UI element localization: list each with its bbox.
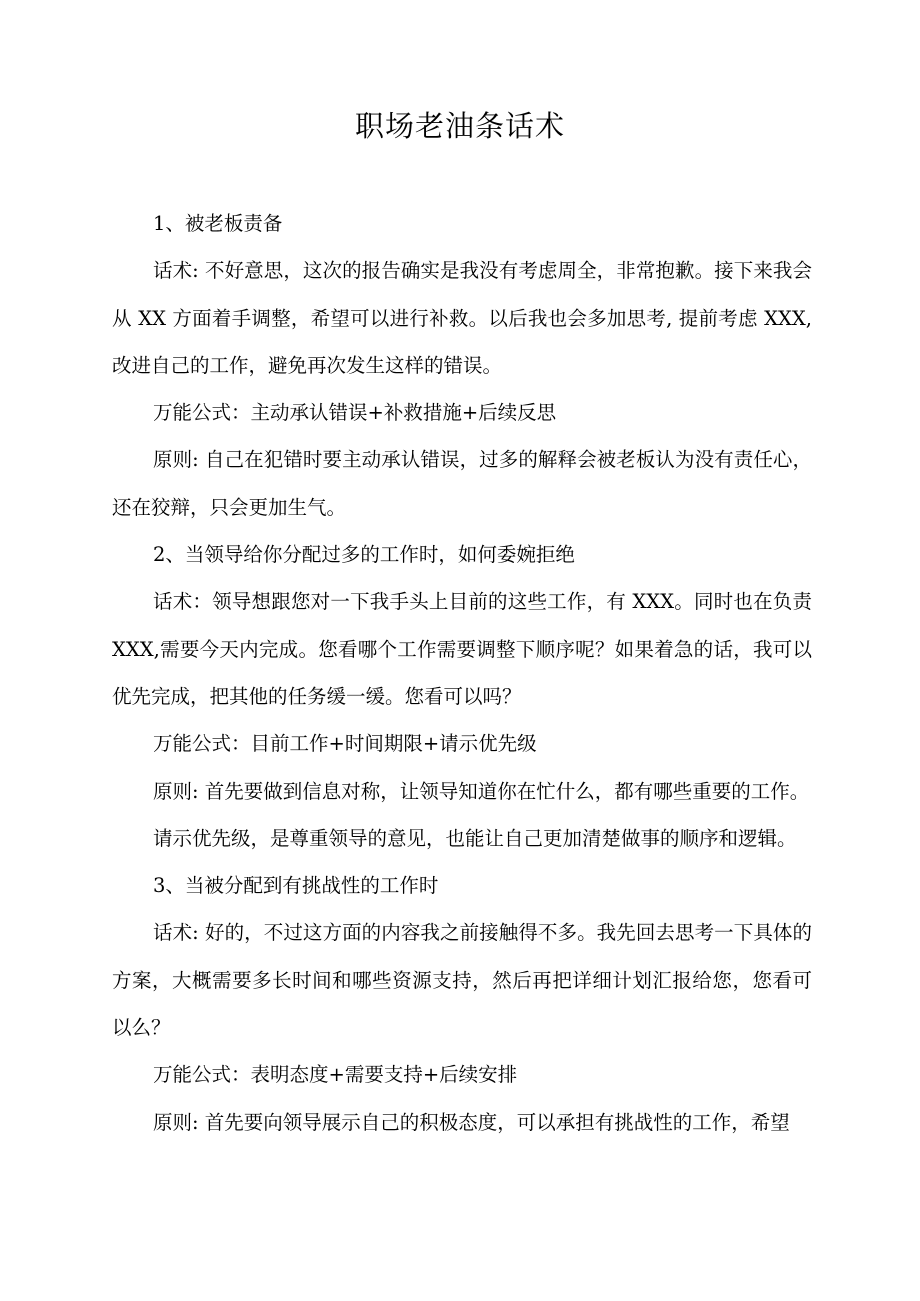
section-heading-1: 1、被老板责备 bbox=[153, 212, 283, 235]
document-title: 职场老油条话术 bbox=[354, 109, 565, 143]
formula-paragraph-2: 万能公式：目前工作+时间期限+请示优先级 bbox=[153, 732, 537, 756]
principle-paragraph-2: 原则: 首先要做到信息对称，让领导知道你在忙什么，都有哪些重要的工作。 bbox=[153, 779, 810, 803]
principle-paragraph-1: 原则: 自己在犯错时要主动承认错误，过多的解释会被老板认为没有责任心，还在狡辩，只会更加生气。 bbox=[112, 448, 812, 519]
principle-paragraph-3: 原则: 首先要向领导展示自己的积极态度，可以承担有挑战性的工作，希望 bbox=[153, 1110, 790, 1134]
formula-paragraph-1: 万能公式：主动承认错误+补救措施+后续反思 bbox=[153, 401, 557, 425]
script-paragraph-1: 话术: 不好意思，这次的报告确实是我没有考虑周全，非常抱歉。接下来我会从 XX 方面着手调整，希望可以进行补救。以后我也会多加思考, 提前考虑 XXX,改进自己的工作，避免再次发生这样的错误。 bbox=[112, 259, 812, 377]
formula-paragraph-3: 万能公式：表明态度+需要支持+后续安排 bbox=[153, 1063, 518, 1087]
script-paragraph-2: 话术：领导想跟您对一下我手头上目前的这些工作，有 XXX。同时也在负责 XXX,需要今天内完成。您看哪个工作需要调整下顺序呢？如果着急的话，我可以优先完成，把其他的任务缓一缓。您看可以吗？ bbox=[112, 590, 812, 708]
script-paragraph-3: 话术: 好的，不过这方面的内容我之前接触得不多。我先回去思考一下具体的方案，大概需要多长时间和哪些资源支持，然后再把详细计划汇报给您，您看可以么？ bbox=[112, 921, 812, 1040]
document-body bbox=[112, 200, 812, 1146]
section-heading-3: 3、当被分配到有挑战性的工作时 bbox=[153, 874, 439, 898]
section-heading-2: 2、当领导给你分配过多的工作时，如何委婉拒绝 bbox=[153, 543, 575, 567]
principle-paragraph-2-continued: 请示优先级，是尊重领导的意见，也能让自己更加清楚做事的顺序和逻辑。 bbox=[153, 826, 797, 850]
